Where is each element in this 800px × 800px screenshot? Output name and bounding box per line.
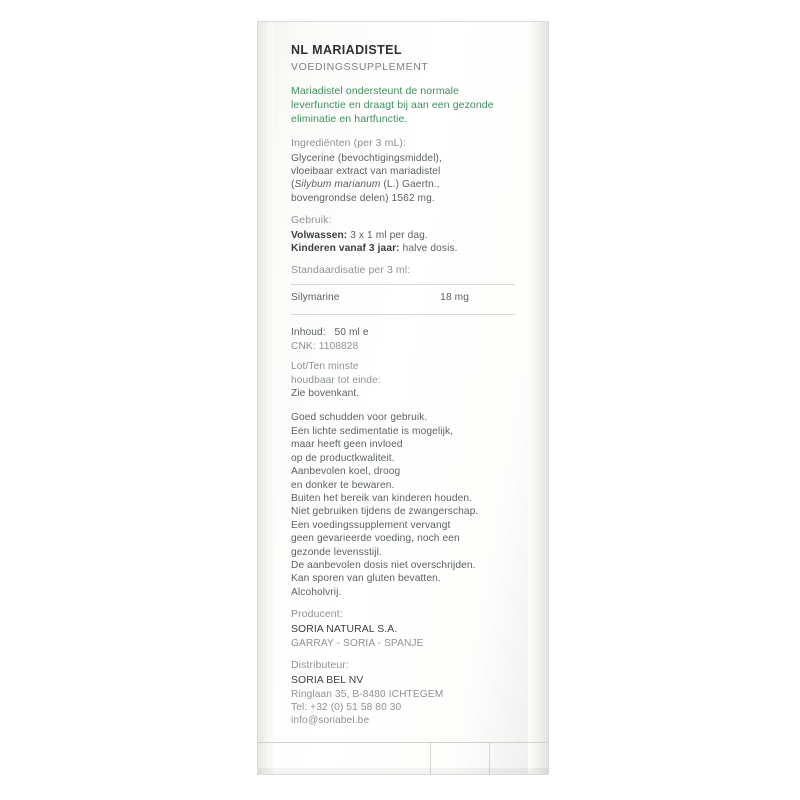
standardisation-table — [291, 289, 515, 309]
spacer-2 — [291, 255, 515, 262]
standardisation-divider-bottom — [291, 314, 515, 315]
usage-line-adults — [291, 229, 515, 242]
instruction-line-13: Kan sporen van gluten bevatten. — [291, 573, 441, 585]
lot-line-3: Zie bovenkant. — [291, 388, 360, 400]
instruction-line-14: Alcoholvrij. — [291, 586, 342, 598]
instruction-line-9: Een voedingssupplement vervangt — [291, 519, 451, 531]
spacer-3 — [291, 319, 515, 326]
instruction-line-1: Goed schudden voor gebruik. — [291, 412, 428, 424]
lot-line-1: Lot/Ten minste — [291, 361, 359, 373]
carton-bottom-crease — [258, 742, 548, 743]
usage-children-label: Kinderen vanaf 3 jaar: — [291, 243, 400, 255]
product-subtitle: VOEDINGSSUPPLEMENT — [291, 60, 429, 73]
spacer-5 — [291, 400, 515, 411]
spacer-6 — [291, 599, 515, 606]
product-label-text — [291, 44, 515, 728]
botanical-name: Silybum marianum — [294, 179, 381, 191]
usage-children-value: halve dosis. — [399, 243, 458, 255]
product-title-row — [291, 44, 515, 58]
carton-right-fold — [528, 22, 548, 774]
cnk-row — [291, 340, 515, 353]
usage-heading: Gebruik: — [291, 214, 332, 227]
ingredients-line-4: bovengrondse delen) 1562 mg. — [291, 192, 435, 204]
carton-bottom-shadow — [258, 768, 548, 774]
distributor-name: SORIA BEL NV — [291, 674, 364, 686]
spacer-4 — [291, 353, 515, 360]
distributor-heading: Distributeur: — [291, 659, 349, 672]
carton-left-fold — [258, 22, 274, 774]
language-code: NL — [291, 43, 309, 57]
distributor-email: info@soriabel.be — [291, 715, 370, 727]
spacer-7 — [291, 650, 515, 657]
standardisation-heading: Standaardisatie per 3 ml: — [291, 264, 411, 277]
instruction-line-5: Aanbevolen koel, droog — [291, 466, 401, 478]
instruction-line-6: en donker te bewaren. — [291, 479, 395, 491]
content-value: 50 ml e — [334, 327, 369, 339]
ingredients-line-2: vloeibaar extract van mariadistel — [291, 165, 441, 177]
producer-address: GARRAY - SORIA - SPANJE — [291, 637, 424, 649]
health-claim: Mariadistel ondersteunt de normale leverfunctie en draagt bij aan een gezonde eliminatie en hartfunctie. — [291, 85, 494, 125]
instruction-line-11: gezonde levensstijl. — [291, 546, 382, 558]
producer-name: SORIA NATURAL S.A. — [291, 623, 398, 635]
spacer — [291, 205, 515, 212]
instruction-line-2: Een lichte sedimentatie is mogelijk, — [291, 425, 454, 437]
table-row — [291, 289, 515, 309]
standardisation-divider-top — [291, 284, 515, 285]
standardisation-substance: Silymarine — [291, 291, 340, 303]
content-row — [291, 326, 515, 339]
usage-adults-value: 3 x 1 ml per dag. — [347, 229, 428, 241]
instruction-line-4: op de productkwaliteit. — [291, 452, 395, 464]
ingredients-line-1: Glycerine (bevochtigingsmiddel), — [291, 152, 442, 164]
producer-heading: Producent: — [291, 608, 343, 621]
instruction-line-12: De aanbevolen dosis niet overschrijden. — [291, 559, 476, 571]
standardisation-amount: 18 mg — [440, 291, 469, 303]
product-name: MARIADISTEL — [312, 43, 402, 57]
content-label: Inhoud: — [291, 327, 326, 339]
cnk-label: CNK: — [291, 340, 316, 352]
ingredients-heading: Ingrediënten (per 3 mL): — [291, 137, 407, 149]
usage-adults-label: Volwassen: — [291, 229, 348, 241]
distributor-phone: Tel: +32 (0) 51 58 80 30 — [291, 701, 402, 713]
usage-line-children — [291, 242, 515, 255]
instruction-line-10: geen gevarieerde voeding, noch een — [291, 533, 460, 545]
instruction-line-7: Buiten het bereik van kinderen houden. — [291, 492, 473, 504]
instruction-line-8: Niet gebruiken tijdens de zwangerschap. — [291, 506, 479, 518]
instruction-line-3: maar heeft geen invloed — [291, 439, 403, 451]
lot-line-2: houdbaar tot einde: — [291, 374, 381, 386]
ingredients-line-3: (Silybum marianum (L.) Gaertn., — [291, 179, 440, 191]
cnk-value: 1108828 — [318, 340, 359, 352]
distributor-address: Ringlaan 35, B-8480 ICHTEGEM — [291, 688, 444, 700]
